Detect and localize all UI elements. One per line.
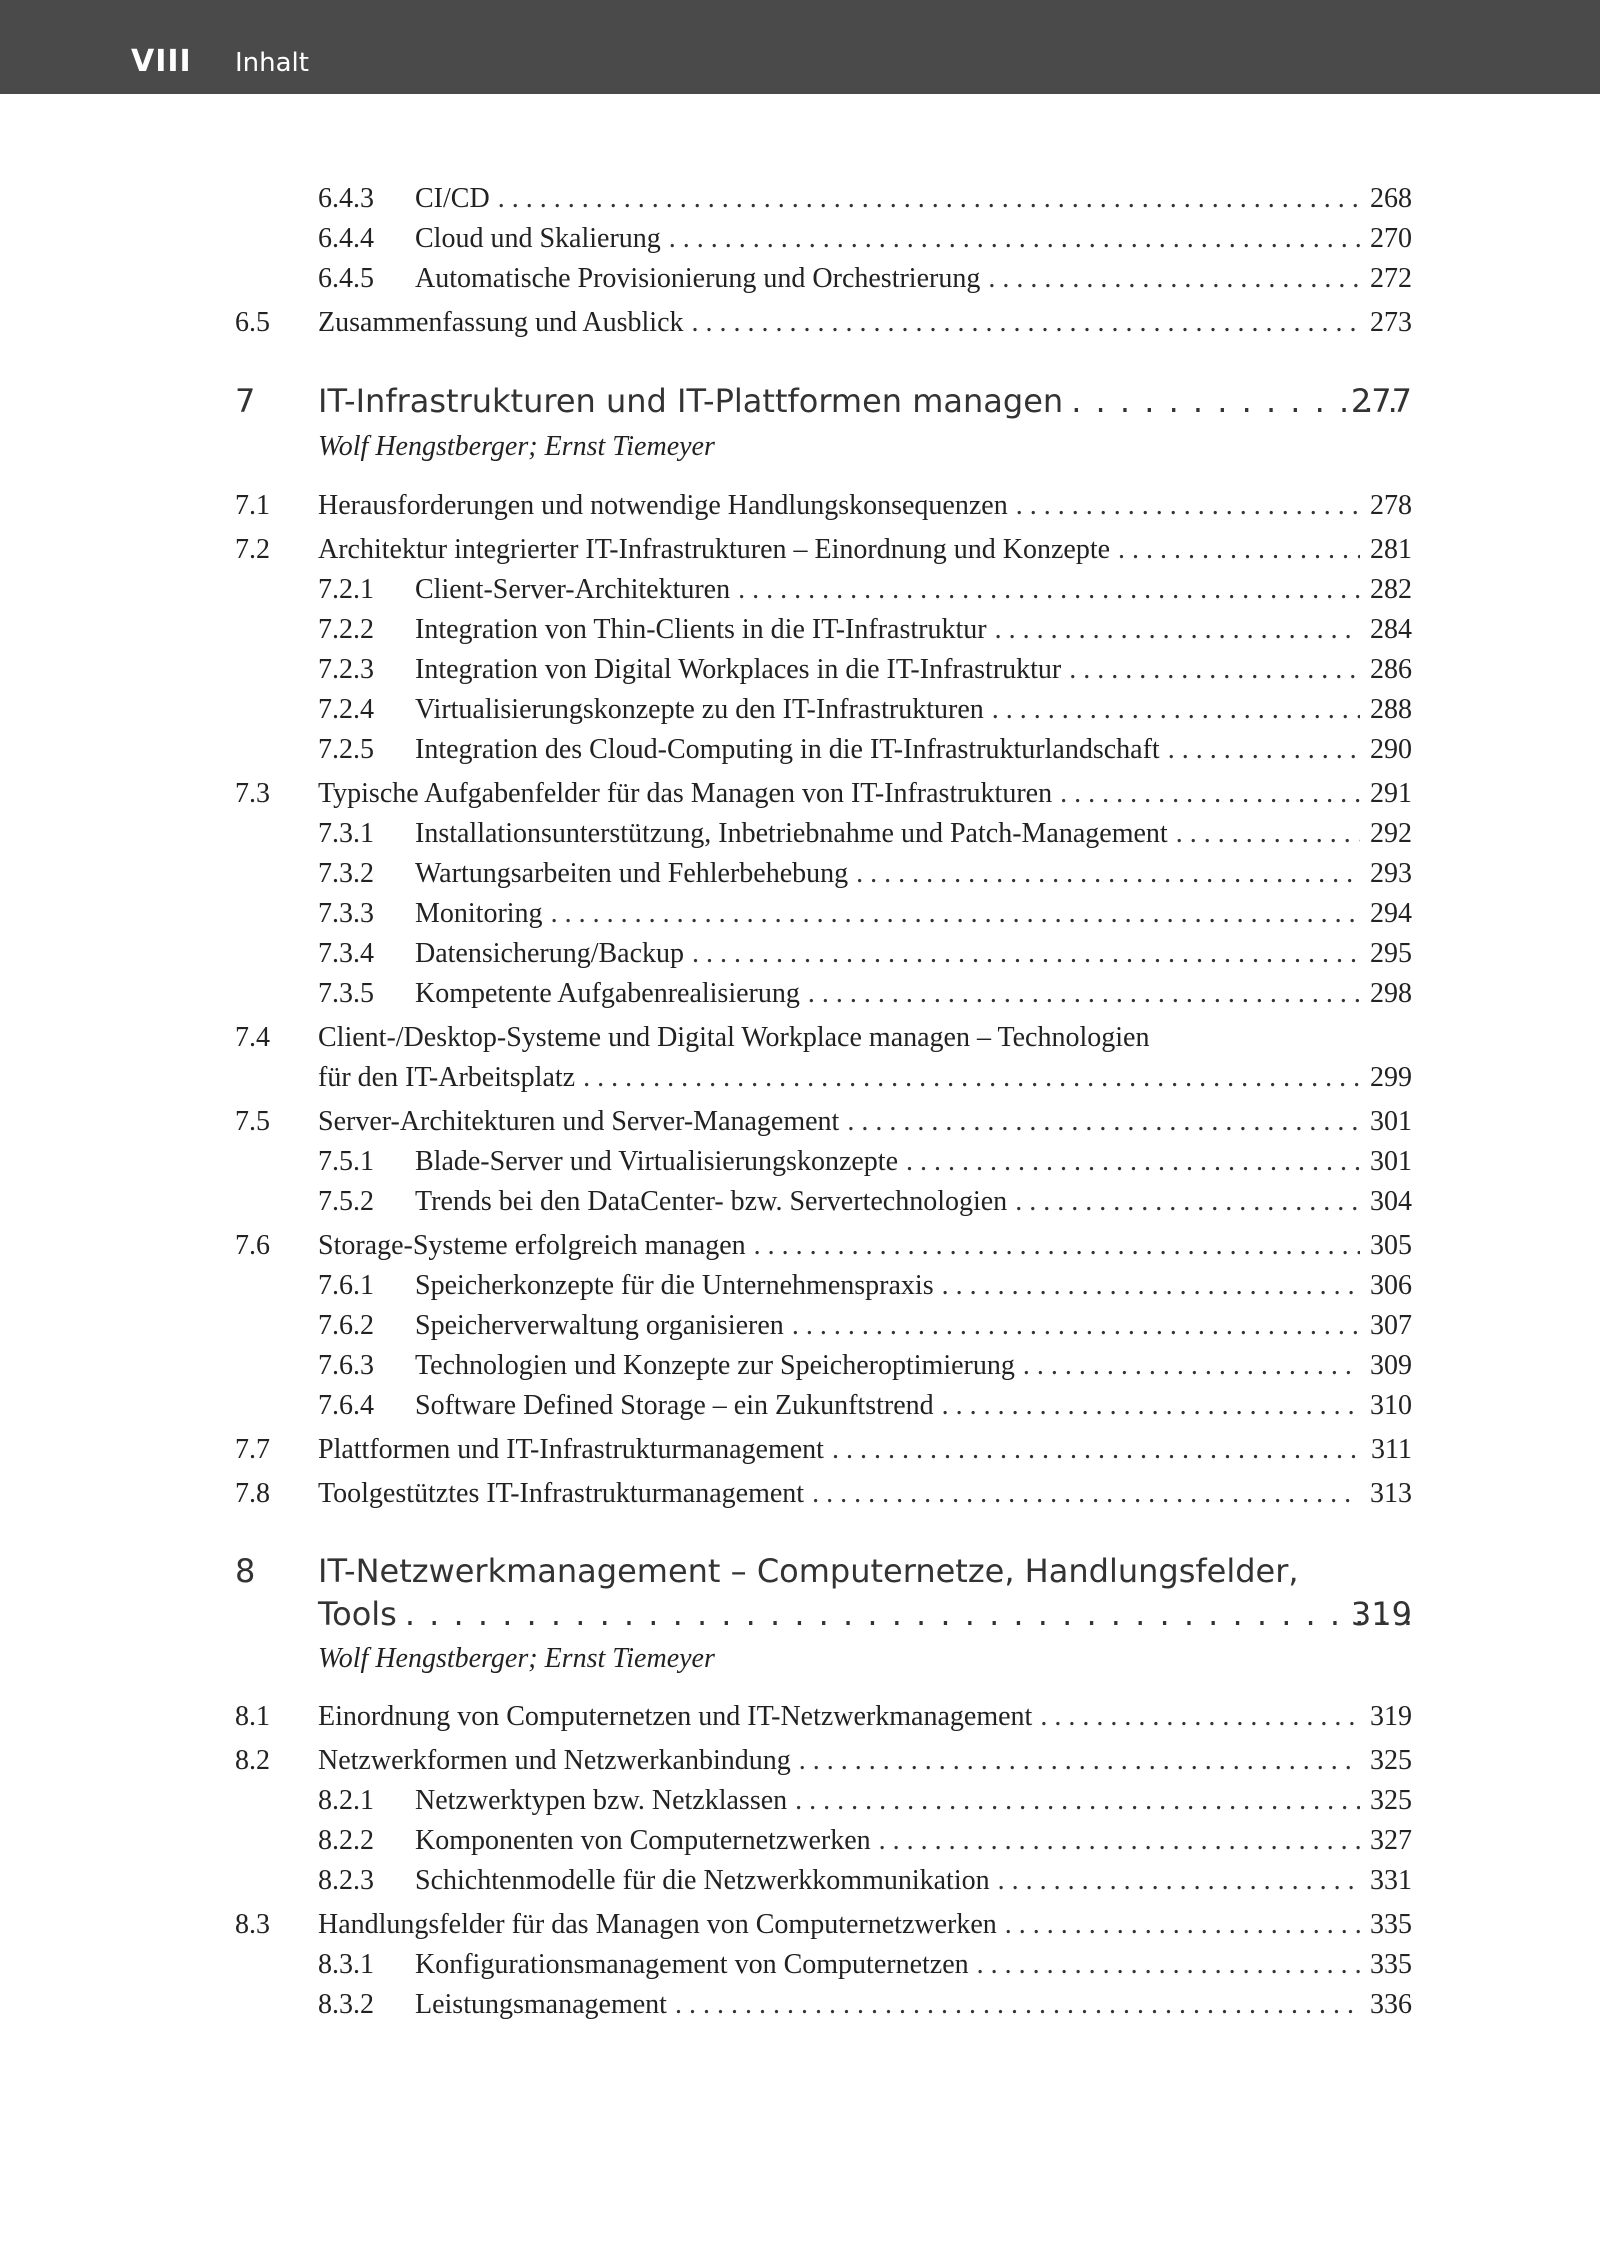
dot-leader xyxy=(992,693,1360,727)
entry-title: Automatische Provisionierung und Orchestrierung xyxy=(415,263,981,294)
entry-number: 8.2.2 xyxy=(318,1825,374,1856)
entry-page: 325 xyxy=(1370,1785,1412,1816)
chapter-number: 7 xyxy=(235,382,256,420)
entry-number: 8.3.2 xyxy=(318,1989,374,2020)
entry-title: Zusammenfassung und Ausblick xyxy=(318,307,684,338)
entry-page: 292 xyxy=(1370,818,1412,849)
dot-leader xyxy=(675,1988,1360,2022)
entry-title: Architektur integrierter IT-Infrastrukturen – Einordnung und Konzepte xyxy=(318,534,1111,565)
entry-number: 7.6.4 xyxy=(318,1390,374,1421)
section-title: Inhalt xyxy=(235,48,309,78)
dot-leader xyxy=(405,1594,1410,1634)
entry-number: 7.3.5 xyxy=(318,978,374,1009)
entry-number: 7.3.1 xyxy=(318,818,374,849)
dot-leader xyxy=(1176,817,1360,851)
entry-page: 284 xyxy=(1370,614,1412,645)
dot-leader xyxy=(856,857,1360,891)
entry-number: 6.4.3 xyxy=(318,183,374,214)
chapter-title-line2: Tools xyxy=(318,1595,397,1633)
entry-page: 304 xyxy=(1370,1186,1412,1217)
entry-title: Leistungsmanagement xyxy=(415,1989,667,2020)
chapter-page: 319 xyxy=(1350,1595,1412,1633)
entry-number: 8.3.1 xyxy=(318,1949,374,1980)
entry-number: 7.2.3 xyxy=(318,654,374,685)
entry-page: 307 xyxy=(1370,1310,1412,1341)
entry-page: 311 xyxy=(1371,1434,1412,1465)
entry-page: 301 xyxy=(1370,1106,1412,1137)
entry-title: Kompetente Aufgabenrealisierung xyxy=(415,978,800,1009)
chapter-author: Wolf Hengstberger; Ernst Tiemeyer xyxy=(318,431,715,462)
entry-title: Komponenten von Computernetzwerken xyxy=(415,1825,871,1856)
entry-number: 7.3 xyxy=(235,778,270,809)
entry-title: Plattformen und IT-Infrastrukturmanagement xyxy=(318,1434,824,1465)
entry-number: 7.2.4 xyxy=(318,694,374,725)
entry-title: Integration des Cloud-Computing in die IT-Infrastrukturlandschaft xyxy=(415,734,1160,765)
entry-page: 313 xyxy=(1370,1478,1412,1509)
dot-leader xyxy=(669,222,1360,256)
entry-title: Wartungsarbeiten und Fehlerbehebung xyxy=(415,858,849,889)
chapter-page: 277 xyxy=(1350,382,1412,420)
entry-number: 7.3.2 xyxy=(318,858,374,889)
entry-title: Installationsunterstützung, Inbetriebnahme und Patch-Management xyxy=(415,818,1168,849)
entry-number: 7.5.2 xyxy=(318,1186,374,1217)
entry-number: 7.6.3 xyxy=(318,1350,374,1381)
dot-leader xyxy=(692,937,1360,971)
entry-title: Client-Server-Architekturen xyxy=(415,574,731,605)
entry-number: 7.6 xyxy=(235,1230,270,1261)
dot-leader xyxy=(812,1477,1360,1511)
entry-number: 8.1 xyxy=(235,1701,270,1732)
entry-page: 335 xyxy=(1370,1909,1412,1940)
dot-leader xyxy=(792,1309,1360,1343)
page-header xyxy=(0,0,1600,94)
dot-leader xyxy=(1069,653,1360,687)
entry-page: 286 xyxy=(1370,654,1412,685)
entry-page: 268 xyxy=(1370,183,1412,214)
entry-title: Monitoring xyxy=(415,898,543,929)
dot-leader xyxy=(1168,733,1360,767)
dot-leader xyxy=(1118,533,1360,567)
dot-leader xyxy=(1005,1908,1360,1942)
entry-title: Software Defined Storage – ein Zukunftstrend xyxy=(415,1390,934,1421)
dot-leader xyxy=(1040,1700,1360,1734)
entry-title: Handlungsfelder für das Managen von Computernetzwerken xyxy=(318,1909,997,1940)
entry-title-line1: Client-/Desktop-Systeme und Digital Workplace managen – Technologien xyxy=(318,1022,1150,1053)
entry-title: Trends bei den DataCenter- bzw. Servertechnologien xyxy=(415,1186,1008,1217)
chapter-number: 8 xyxy=(235,1552,256,1590)
entry-number: 7.3.3 xyxy=(318,898,374,929)
dot-leader xyxy=(799,1744,1360,1778)
entry-title: Konfigurationsmanagement von Computernetzen xyxy=(415,1949,969,1980)
entry-title: Netzwerkformen und Netzwerkanbindung xyxy=(318,1745,791,1776)
entry-title: Server-Architekturen und Server-Management xyxy=(318,1106,840,1137)
entry-title: Cloud und Skalierung xyxy=(415,223,661,254)
entry-title: Schichtenmodelle für die Netzwerkkommunikation xyxy=(415,1865,990,1896)
entry-page: 295 xyxy=(1370,938,1412,969)
entry-page: 336 xyxy=(1370,1989,1412,2020)
dot-leader xyxy=(879,1824,1360,1858)
entry-title: Integration von Thin-Clients in die IT-Infrastruktur xyxy=(415,614,987,645)
dot-leader xyxy=(551,897,1360,931)
dot-leader xyxy=(988,262,1360,296)
entry-number: 7.2.5 xyxy=(318,734,374,765)
dot-leader xyxy=(942,1389,1360,1423)
entry-number: 6.4.4 xyxy=(318,223,374,254)
entry-number: 8.2 xyxy=(235,1745,270,1776)
entry-page: 310 xyxy=(1370,1390,1412,1421)
page-number: VIII xyxy=(131,44,192,79)
entry-page: 298 xyxy=(1370,978,1412,1009)
dot-leader xyxy=(977,1948,1360,1982)
entry-title: Speicherkonzepte für die Unternehmenspraxis xyxy=(415,1270,934,1301)
entry-title-line2: für den IT-Arbeitsplatz xyxy=(318,1062,576,1093)
entry-page: 309 xyxy=(1370,1350,1412,1381)
entry-title: Datensicherung/Backup xyxy=(415,938,685,969)
dot-leader xyxy=(795,1784,1360,1818)
entry-title: Virtualisierungskonzepte zu den IT-Infrastrukturen xyxy=(415,694,984,725)
entry-title: Technologien und Konzepte zur Speicheroptimierung xyxy=(415,1350,1015,1381)
chapter-title-line1: IT-Netzwerkmanagement – Computernetze, Handlungsfelder, xyxy=(318,1552,1299,1590)
entry-page: 305 xyxy=(1370,1230,1412,1261)
dot-leader xyxy=(1060,777,1360,811)
entry-number: 7.3.4 xyxy=(318,938,374,969)
entry-number: 7.5 xyxy=(235,1106,270,1137)
entry-page: 306 xyxy=(1370,1270,1412,1301)
entry-page: 299 xyxy=(1370,1062,1412,1093)
dot-leader xyxy=(692,306,1360,340)
entry-title: CI/CD xyxy=(415,183,490,214)
entry-page: 319 xyxy=(1370,1701,1412,1732)
entry-number: 7.1 xyxy=(235,490,270,521)
entry-number: 7.8 xyxy=(235,1478,270,1509)
chapter-title: IT-Infrastrukturen und IT-Plattformen managen xyxy=(318,382,1064,420)
entry-number: 6.4.5 xyxy=(318,263,374,294)
entry-page: 281 xyxy=(1370,534,1412,565)
entry-number: 7.6.2 xyxy=(318,1310,374,1341)
entry-page: 273 xyxy=(1370,307,1412,338)
entry-number: 7.5.1 xyxy=(318,1146,374,1177)
entry-page: 327 xyxy=(1370,1825,1412,1856)
entry-title: Integration von Digital Workplaces in die IT-Infrastruktur xyxy=(415,654,1062,685)
dot-leader xyxy=(754,1229,1360,1263)
dot-leader xyxy=(995,613,1360,647)
entry-page: 278 xyxy=(1370,490,1412,521)
dot-leader xyxy=(942,1269,1360,1303)
entry-number: 7.6.1 xyxy=(318,1270,374,1301)
entry-page: 325 xyxy=(1370,1745,1412,1776)
entry-title: Einordnung von Computernetzen und IT-Netzwerkmanagement xyxy=(318,1701,1033,1732)
entry-title: Storage-Systeme erfolgreich managen xyxy=(318,1230,746,1261)
entry-page: 270 xyxy=(1370,223,1412,254)
entry-number: 7.2.2 xyxy=(318,614,374,645)
dot-leader xyxy=(498,182,1360,216)
entry-number: 8.2.1 xyxy=(318,1785,374,1816)
entry-title: Blade-Server und Virtualisierungskonzepte xyxy=(415,1146,898,1177)
entry-title: Typische Aufgabenfelder für das Managen von IT-Infrastrukturen xyxy=(318,778,1053,809)
dot-leader xyxy=(998,1864,1360,1898)
entry-number: 7.7 xyxy=(235,1434,270,1465)
entry-page: 291 xyxy=(1370,778,1412,809)
entry-number: 6.5 xyxy=(235,307,270,338)
entry-number: 8.2.3 xyxy=(318,1865,374,1896)
entry-title: Toolgestütztes IT-Infrastrukturmanagement xyxy=(318,1478,805,1509)
entry-page: 288 xyxy=(1370,694,1412,725)
entry-page: 290 xyxy=(1370,734,1412,765)
dot-leader xyxy=(738,573,1360,607)
entry-number: 7.2 xyxy=(235,534,270,565)
entry-title: Herausforderungen und notwendige Handlungskonsequenzen xyxy=(318,490,1008,521)
dot-leader xyxy=(1015,1185,1360,1219)
entry-page: 294 xyxy=(1370,898,1412,929)
entry-page: 331 xyxy=(1370,1865,1412,1896)
entry-number: 8.3 xyxy=(235,1909,270,1940)
entry-page: 301 xyxy=(1370,1146,1412,1177)
dot-leader xyxy=(1023,1349,1360,1383)
dot-leader xyxy=(808,977,1360,1011)
entry-title: Speicherverwaltung organisieren xyxy=(415,1310,784,1341)
chapter-author: Wolf Hengstberger; Ernst Tiemeyer xyxy=(318,1643,715,1674)
entry-page: 272 xyxy=(1370,263,1412,294)
dot-leader xyxy=(906,1145,1360,1179)
entry-page: 293 xyxy=(1370,858,1412,889)
entry-page: 335 xyxy=(1370,1949,1412,1980)
entry-number: 7.2.1 xyxy=(318,574,374,605)
dot-leader xyxy=(1016,489,1360,523)
dot-leader xyxy=(847,1105,1360,1139)
entry-title: Netzwerktypen bzw. Netzklassen xyxy=(415,1785,788,1816)
dot-leader xyxy=(583,1061,1360,1095)
entry-number: 7.4 xyxy=(235,1022,270,1053)
entry-page: 282 xyxy=(1370,574,1412,605)
dot-leader xyxy=(832,1433,1360,1467)
